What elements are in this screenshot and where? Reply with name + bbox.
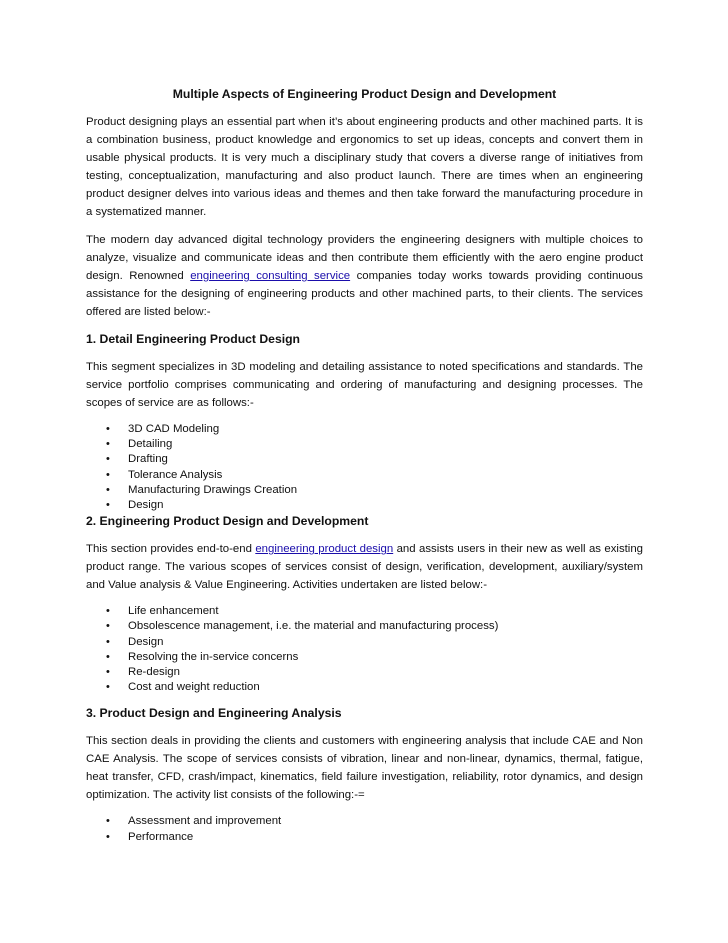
section-1-paragraph: This segment specializes in 3D modeling and detailing assistance to noted specifications and standards. The service portfolio comprises communicating and ordering of manufacturing and designing processes. The scopes of service are as follows:- bbox=[86, 361, 643, 409]
list-item-text: Cost and weight reduction bbox=[128, 681, 260, 694]
list-item-text: Tolerance Analysis bbox=[128, 468, 223, 481]
services-intro-paragraph bbox=[86, 231, 643, 321]
engineering-product-design-link[interactable]: engineering product design bbox=[255, 543, 394, 556]
bullet-icon: • bbox=[106, 483, 110, 496]
list-item bbox=[86, 468, 643, 483]
document-title: Multiple Aspects of Engineering Product Design and Development bbox=[172, 87, 557, 101]
list-item-text: Obsolescence management, i.e. the material and manufacturing process) bbox=[128, 620, 499, 633]
section-3-list bbox=[86, 814, 643, 844]
list-item bbox=[86, 422, 643, 437]
section-2-text-start: This section provides end-to-end bbox=[86, 543, 256, 556]
section-2-text-end: and assists users in their new as well as existing product range. The various scopes of services consist of design, verification, development, auxiliary/system and Value analysis & Value Engineering. Activities undertaken are listed below:- bbox=[86, 543, 643, 592]
bullet-icon: • bbox=[106, 635, 110, 648]
list-item-text: Performance bbox=[128, 830, 194, 843]
bullet-icon: • bbox=[106, 666, 110, 679]
list-item-text: Manufacturing Drawings Creation bbox=[128, 483, 298, 496]
list-item bbox=[86, 680, 643, 695]
bullet-icon: • bbox=[106, 438, 110, 451]
services-intro-text-start: The modern day advanced digital technology providers the engineering designers with multiple choices to analyze, visualize and communicate ideas and then contribute them efficiently with the aero engine product design. Renowned bbox=[86, 234, 643, 282]
list-item-text: 3D CAD Modeling bbox=[128, 423, 220, 435]
section-3-paragraph: This section deals in providing the clients and customers with engineering analysis that include CAE and Non CAE Analysis. The scope of services consists of vibration, linear and non-linear, dynamics, thermal, fatigue, heat transfer, CFD, crash/impact, kinematics, field failure investigation, reliability, rotor dynamics, and design optimization. The activity list consists of the following:-= bbox=[86, 735, 643, 802]
section-3-heading: 3. Product Design and Engineering Analysis bbox=[86, 706, 342, 721]
list-item bbox=[86, 437, 643, 452]
engineering-consulting-service-link[interactable]: engineering consulting service bbox=[190, 270, 351, 282]
list-item bbox=[86, 665, 643, 680]
list-item-text: Drafting bbox=[128, 453, 168, 466]
list-item-text: Design bbox=[128, 499, 164, 512]
list-item-text: Resolving the in-service concerns bbox=[128, 650, 299, 663]
document-page bbox=[86, 86, 643, 855]
bullet-icon: • bbox=[106, 830, 110, 843]
list-item-text: Life enhancement bbox=[128, 605, 219, 618]
bullet-icon: • bbox=[106, 650, 110, 663]
section-1-list bbox=[86, 422, 643, 513]
bullet-icon: • bbox=[106, 423, 110, 435]
list-item bbox=[86, 814, 643, 829]
services-intro-text-end: companies today works towards providing continuous assistance for the designing of engineering products and other machined parts, to their clients. The services offered are listed below:- bbox=[86, 270, 644, 318]
list-item bbox=[86, 604, 643, 619]
bullet-icon: • bbox=[106, 681, 110, 694]
section-1-heading: 1. Detail Engineering Product Design bbox=[86, 332, 300, 346]
list-item-text: Re-design bbox=[128, 666, 180, 679]
list-item bbox=[86, 498, 643, 513]
bullet-icon: • bbox=[106, 620, 110, 633]
list-item bbox=[86, 452, 643, 467]
list-item bbox=[86, 830, 643, 845]
list-item bbox=[86, 650, 643, 665]
list-item bbox=[86, 619, 643, 634]
bullet-icon: • bbox=[106, 815, 110, 828]
section-2-heading: 2. Engineering Product Design and Development bbox=[86, 514, 369, 529]
section-2-paragraph bbox=[86, 540, 643, 594]
list-item-text: Assessment and improvement bbox=[128, 815, 282, 828]
bullet-icon: • bbox=[106, 499, 110, 512]
section-2-list bbox=[86, 604, 643, 695]
list-item bbox=[86, 635, 643, 650]
bullet-icon: • bbox=[106, 605, 110, 618]
intro-paragraph: Product designing plays an essential part when it’s about engineering products and other machined parts. It is a combination business, product knowledge and ergonomics to set up ideas, concepts and convert them in usable physical products. It is very much a disciplinary study that covers a diverse range of initiatives from testing, conceptualization, manufacturing and also product launch. There are times when an engineering product designer delves into various ideas and themes and then take forward the manufacturing procedure in a systematized manner. bbox=[86, 116, 643, 218]
bullet-icon: • bbox=[106, 468, 110, 481]
bullet-icon: • bbox=[106, 453, 110, 466]
list-item-text: Design bbox=[128, 635, 164, 648]
list-item bbox=[86, 483, 643, 498]
list-item-text: Detailing bbox=[128, 438, 173, 451]
